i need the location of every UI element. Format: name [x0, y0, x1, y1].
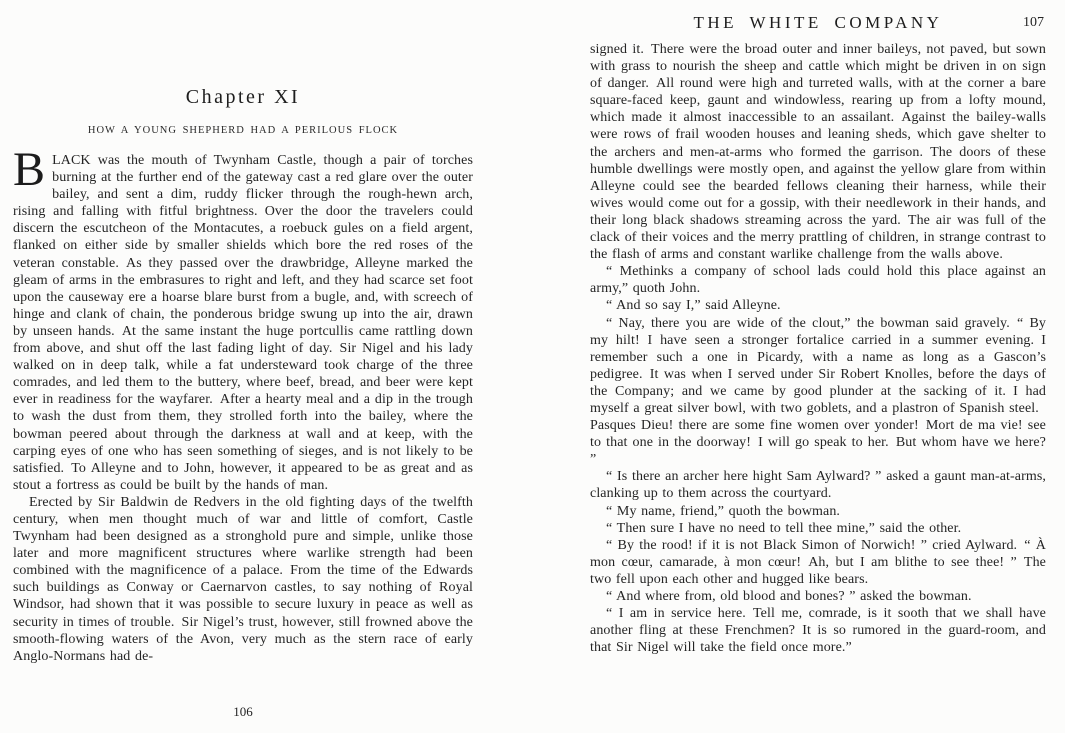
paragraph: BLACK was the mouth of Twynham Castle, though a pair of torches burning at the further end of the gateway cast a red glare over the outer bailey, and sent a dim, ruddy flicker through the rough-hewn arch, rising and falling with fitful brightness. Over the door the travelers could discern the escutcheon of the Montacutes, a roebuck gules on a field argent, flanked on either side by smaller shields which bore the red roses of the veteran constable. As they passed over the drawbridge, Alleyne marked the gleam of arms in the embrasures to right and left, and they had scarce set foot upon the causeway ere a hoarse blare burst from a bugle, and, with screech of hinge and clank of chain, the ponderous bridge swung up into the air, drawn by unseen hands. At the same instant the huge portcullis came rattling down from above, and shut off the last fading light of day. Sir Nigel and his lady walked on in deep talk, while a fat understeward took charge of the three comrades, and led them to the buttery, where beef, bread, and beer were kept ever in readiness for the wayfarer. After a hearty meal and a dip in the trough to wash the dust from them, they strolled forth into the bailey, where the bowman peered about through the darkness at wall and at keep, with the carping eyes of one who has seen something of sieges, and is not likely to be satisfied. To Alleyne and to John, however, it appeared to be as great and as stout a fortress as could be built by the hands of man.	[13, 143, 473, 493]
drop-cap: B	[13, 143, 46, 196]
paragraph: “ By the rood! if it is not Black Simon of Norwich! ” cried Aylward. “ À mon cœur, camarade, à mon cœur! Ah, but I am blithe to see thee! ” The two fell upon each other and hugged like bears.	[590, 537, 1046, 587]
paragraph: Erected by Sir Baldwin de Redvers in the old fighting days of the twelfth century, when men thought much of war and little of comfort, Castle Twynham had been designed as a stronghold pure and simple, unlike those later and more magnificent structures where warlike strength had been combined with the magnificence of a palace. From the time of the Edwards such buildings as Conway or Caernarvon castles, to say nothing of Royal Windsor, had shown that it was possible to secure luxury in peace as well as security in times of trouble. Sir Nigel’s trust, however, still frowned above the smooth-flowing waters of the Avon, very much as the stern race of early Anglo-Normans had de-	[13, 494, 473, 664]
page-left	[13, 0, 473, 733]
paragraph: “ Nay, there you are wide of the clout,” the bowman said gravely. “ By my hilt! I have seen a stronger fortalice carried in a summer evening. I remember such a one in Picardy, with a name as long as a Gascon’s pedigree. It was when I served under Sir Robert Knolles, before the days of the Company; and we came by good plunder at the sacking of it. I had myself a great silver bowl, with two goblets, and a plastron of Spanish steel. Pasques Dieu! there are some fine women over yonder! Mort de ma vie! see to that one in the doorway! I will go speak to her. But whom have we here? ”	[590, 315, 1046, 468]
paragraph: “ My name, friend,” quoth the bowman.	[606, 503, 841, 519]
page-right	[590, 0, 1046, 733]
paragraph: “ And so say I,” said Alleyne.	[606, 298, 781, 314]
paragraph: “ And where from, old blood and bones? ” asked the bowman.	[606, 589, 972, 604]
left-page-number: 106	[233, 704, 253, 719]
right-page-number: 107	[1023, 15, 1044, 30]
chapter-subtitle: HOW A YOUNG SHEPHERD HAD A PERILOUS FLOCK	[87, 125, 399, 136]
paragraph: signed it. There were the broad outer and inner baileys, not paved, but sown with grass to nourish the sheep and cattle which might be driven in on sign of danger. All round were high and turreted walls, with at the corner a bare square-faced keep, gaunt and windowless, rearing up from a lofty mound, which made it almost inaccessible to an assailant. Against the bailey-walls were rows of frail wooden houses and leaning sheds, which gave shelter to the archers and men-at-arms who formed the garrison. The doors of these humble dwellings were mostly open, and against the yellow glare from within Alleyne could see the bearded fellows cleaning their harness, while their wives would come out for a gossip, with their needlework in their hands, and their long black shadows streaming across the yard. The air was full of the clack of their voices and the merry prattling of children, in strange contrast to the flash of arms and constant warlike challenge from the walls above.	[590, 42, 1046, 263]
running-header-row	[590, 13, 1046, 35]
paragraph: “ Then sure I have no need to tell thee mine,” said the other.	[606, 520, 962, 536]
paragraph: “ I am in service here. Tell me, comrade, is it sooth that we shall have another fling at these Frenchmen? It is so rumored in the guard-room, and that Sir Nigel will take the field once more.”	[590, 606, 1046, 656]
paragraph: “ Methinks a company of school lads could hold this place against an army,” quoth John.	[590, 264, 1046, 297]
chapter-heading: Chapter XI	[185, 86, 301, 108]
paragraph: “ Is there an archer here hight Sam Aylward? ” asked a gaunt man-at-arms, clanking up to them across the courtyard.	[590, 469, 1046, 502]
right-page-body	[590, 41, 1046, 656]
left-page-body	[13, 143, 473, 665]
running-header: THE WHITE COMPANY	[693, 13, 943, 32]
